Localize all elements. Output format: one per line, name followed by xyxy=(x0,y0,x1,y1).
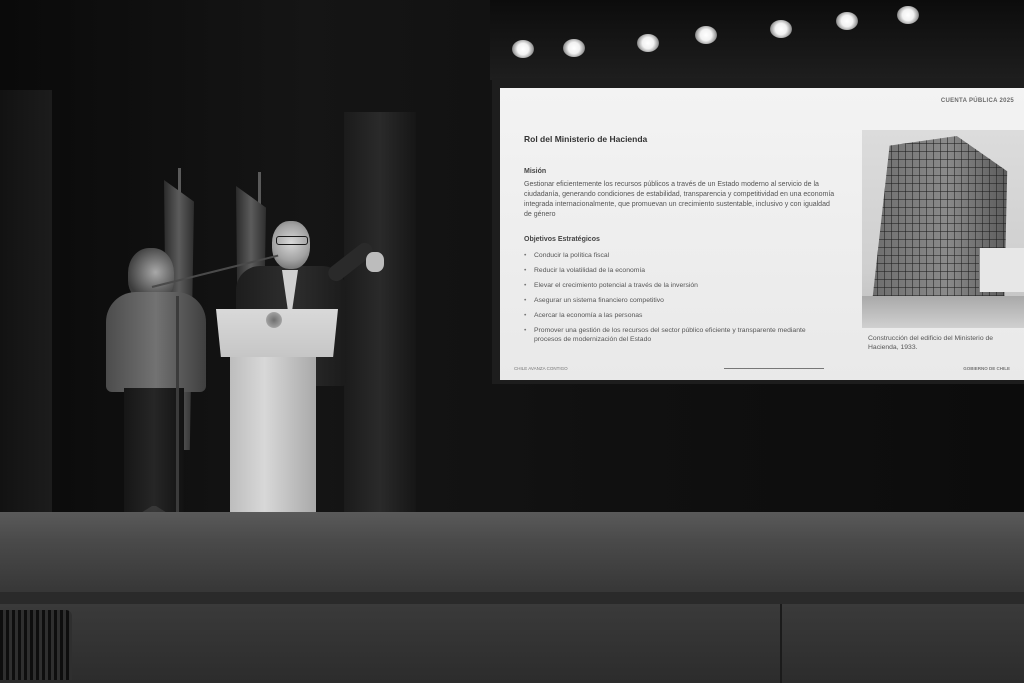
podium-crest-icon xyxy=(266,312,282,328)
stage-light xyxy=(637,34,659,52)
vertical-banner xyxy=(344,112,416,512)
objective-item: • Promover una gestión de los recursos del sector público eficiente y transparente mediante procesos de modernización del Estado xyxy=(524,326,824,344)
photo-caption: Construcción del edificio del Ministerio de Hacienda, 1933. xyxy=(868,335,994,351)
podium-column xyxy=(230,355,316,515)
small-house xyxy=(979,248,1024,292)
slide-title: Rol del Ministerio de Hacienda xyxy=(524,134,648,144)
mision-label: Misión xyxy=(524,168,547,175)
mision-text: Gestionar eficientemente los recursos públicos a través de un Estado moderno al servicio de la ciudadanía, generando condiciones de estabilidad, transparencia y competitividad en una economía integrada internacionalmente, que promuevan un crecimiento sustentable, inclusivo y con igualdad de género xyxy=(524,181,835,218)
objective-item: • Acercar la economía a las personas xyxy=(524,311,824,320)
objective-item: • Reducir la volatilidad de la economía xyxy=(524,266,824,275)
objective-item: • Elevar el crecimiento potencial a través de la inversión xyxy=(524,281,824,290)
objective-item: • Conducir la política fiscal xyxy=(524,251,824,260)
stage-light xyxy=(836,12,858,30)
slide-footer xyxy=(514,366,1010,372)
stage-floor xyxy=(0,512,1024,594)
stage-light xyxy=(563,39,585,57)
glasses xyxy=(276,236,308,245)
historic-building-photo xyxy=(862,130,1024,328)
objective-item: • Asegurar un sistema financiero competitivo xyxy=(524,296,824,305)
stage-light xyxy=(512,40,534,58)
street-ground xyxy=(862,296,1024,328)
stage-light xyxy=(695,26,717,44)
stage-light xyxy=(770,20,792,38)
footer-divider xyxy=(724,368,824,369)
footer-left-text: CHILE AVANZA CONTIGO xyxy=(514,366,568,371)
projection-screen xyxy=(500,88,1024,380)
stage-front xyxy=(0,604,1024,683)
objectives-list xyxy=(524,251,824,350)
woman-jacket xyxy=(106,292,206,392)
slide-header: CUENTA PÚBLICA 2025 xyxy=(940,98,1014,104)
woman-legs xyxy=(124,388,184,516)
man-hand xyxy=(366,252,384,272)
stage-edge xyxy=(0,592,1024,604)
objectives-title: Objetivos Estratégicos xyxy=(524,236,600,243)
footer-right-text: GOBIERNO DE CHILE xyxy=(963,366,1010,371)
left-curtain xyxy=(0,90,52,520)
floor-vent xyxy=(0,610,72,680)
man-head xyxy=(272,221,310,269)
stage-light xyxy=(897,6,919,24)
stage-panel-seam xyxy=(780,604,782,683)
microphone-stand xyxy=(176,296,179,520)
light-rig xyxy=(490,0,1024,80)
